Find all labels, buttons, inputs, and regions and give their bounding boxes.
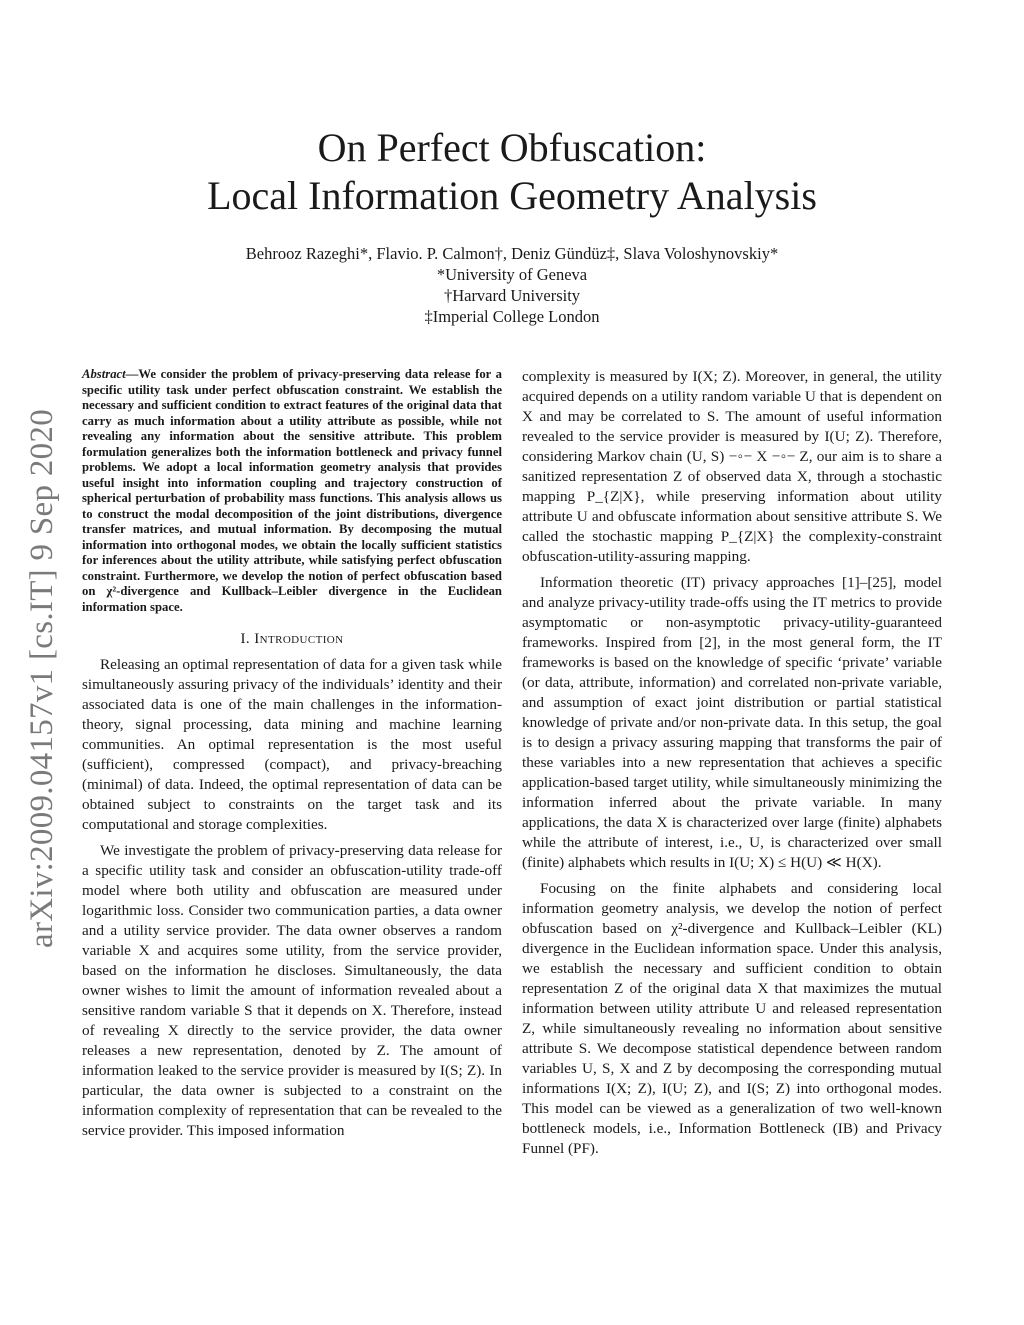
intro-paragraph-4: Information theoretic (IT) privacy approaches [1]–[25], model and analyze privacy-utility trade-offs using the IT metrics to provide asymptomatic or non-asymptotic privacy-utility-guaranteed frameworks. Inspired from [2], in the most general form, the IT frameworks is based on the knowledge of specific ‘private’ variable (or data, attribute, information) and correlated non-private variable, and assumption of exact joint distribution or partial statistical knowledge of private and/or non-private data. In this setup, the goal is to design a privacy assuring mapping that transforms the pair of these variables into a new representation that achieves a specific application-based target utility, while simultaneously minimizing the information inferred about the private variable. In many applications, the data X is characterized over large (finite) alphabets while the attribute of interest, i.e., U, is characterized over small (finite) alphabets which results in I(U; X) ≤ H(U) ≪ H(X). [522, 574, 942, 871]
intro-paragraph-2: We investigate the problem of privacy-preserving data release for a specific utility task and consider an obfuscation-utility trade-off model where both utility and obfuscation are measured under logarithmic loss. Consider two communication parties, a data owner and a utility service provider. The data owner observes a random variable X and acquires some utility, from the service provider, based on the information he discloses. Simultaneously, the data owner wishes to limit the amount of information revealed about a sensitive random variable S that it depends on X. Therefore, instead of revealing X directly to the service provider, the data owner releases a new representation, denoted by Z. The amount of information leaked to the service provider is measured by I(S; Z). In particular, the data owner is subjected to a constraint on the information complexity of representation that can be revealed to the service provider. This imposed information [82, 842, 502, 1139]
affiliation-harvard: †Harvard University [443, 286, 581, 305]
intro-paragraph-1: Releasing an optimal representation of data for a given task while simultaneously assuring privacy of the individuals’ identity and their associated data is one of the main challenges in the information-theory, signal processing, data mining and machine learning communities. An optimal representation is the most useful (sufficient), compressed (compact), and privacy-breaching (minimal) of data. Indeed, the optimal representation of data can be obtained subject to constraints on the target task and its computational and storage complexities. [82, 656, 502, 833]
title-line-1: On Perfect Obfuscation: [317, 125, 707, 170]
title-line-2: Local Information Geometry Analysis [207, 173, 817, 218]
right-column [522, 367, 942, 1165]
intro-paragraph-3: complexity is measured by I(X; Z). Moreover, in general, the utility acquired depends on a utility random variable U that is dependent on X and may be correlated to S. The amount of useful information revealed to the service provider is measured by I(U; Z). Therefore, considering Markov chain (U, S) −◦− X −◦− Z, our aim is to share a sanitized representation Z of observed data X, through a stochastic mapping P_{Z|X}, while preserving information about utility attribute U and obfuscate information about sensitive attribute S. We called the stochastic mapping P_{Z|X} the complexity-constraint obfuscation-utility-assuring mapping. [522, 368, 942, 565]
abstract [82, 367, 502, 615]
paper-title [0, 124, 1024, 220]
abstract-label: Abstract— [82, 367, 139, 381]
section-heading [82, 629, 502, 649]
intro-paragraph-5: Focusing on the finite alphabets and considering local information geometry analysis, we develop the notion of perfect obfuscation based on χ²-divergence and Kullback–Leibler (KL) divergence in the Euclidean information space. Under this analysis, we establish the necessary and sufficient condition to obtain representation Z of the original data X that maximizes the mutual information between utility attribute U and released representation Z, while simultaneously revealing no information about sensitive attribute S. We decompose statistical dependence between random variables U, S, X and Z by decomposing the corresponding mutual informations I(X; Z), I(U; Z), and I(S; Z) into orthogonal modes. This model can be viewed as a generalization of two well-known bottleneck models, i.e., Information Bottleneck (IB) and Privacy Funnel (PF). [522, 880, 942, 1157]
arxiv-identifier: arXiv:2009.04157v1 [cs.IT] 9 Sep 2020 [24, 408, 60, 948]
abstract-text: We consider the problem of privacy-preserving data release for a specific utility task under perfect obfuscation constraint. We establish the necessary and sufficient condition to extract features of the original data that carry as much information about a utility attribute as possible, while not revealing any information about the sensitive attribute. This problem formulation generalizes both the information bottleneck and privacy funnel problems. We adopt a local information geometry analysis that provides useful insight into information coupling and trajectory construction of spherical perturbation of probability mass functions. This analysis allows us to construct the modal decomposition of the joint distributions, divergence transfer matrices, and mutual information. By decomposing the mutual information into orthogonal modes, we obtain the locally sufficient statistics for inferences about the utility attribute, while satisfying perfect obfuscation constraint. Furthermore, we develop the notion of perfect obfuscation based on χ²-divergence and Kullback–Leibler divergence in the Euclidean information space. [82, 367, 502, 614]
section-title: Introduction [254, 631, 344, 647]
author-list: Behrooz Razeghi*, Flavio. P. Calmon†, Deniz Gündüz‡, Slava Voloshynovskiy* [245, 244, 779, 263]
author-block [0, 243, 1024, 327]
affiliation-geneva: *University of Geneva [436, 265, 588, 284]
left-column [82, 367, 502, 1147]
affiliation-imperial: ‡Imperial College London [424, 307, 600, 326]
section-number: I. [240, 631, 251, 647]
